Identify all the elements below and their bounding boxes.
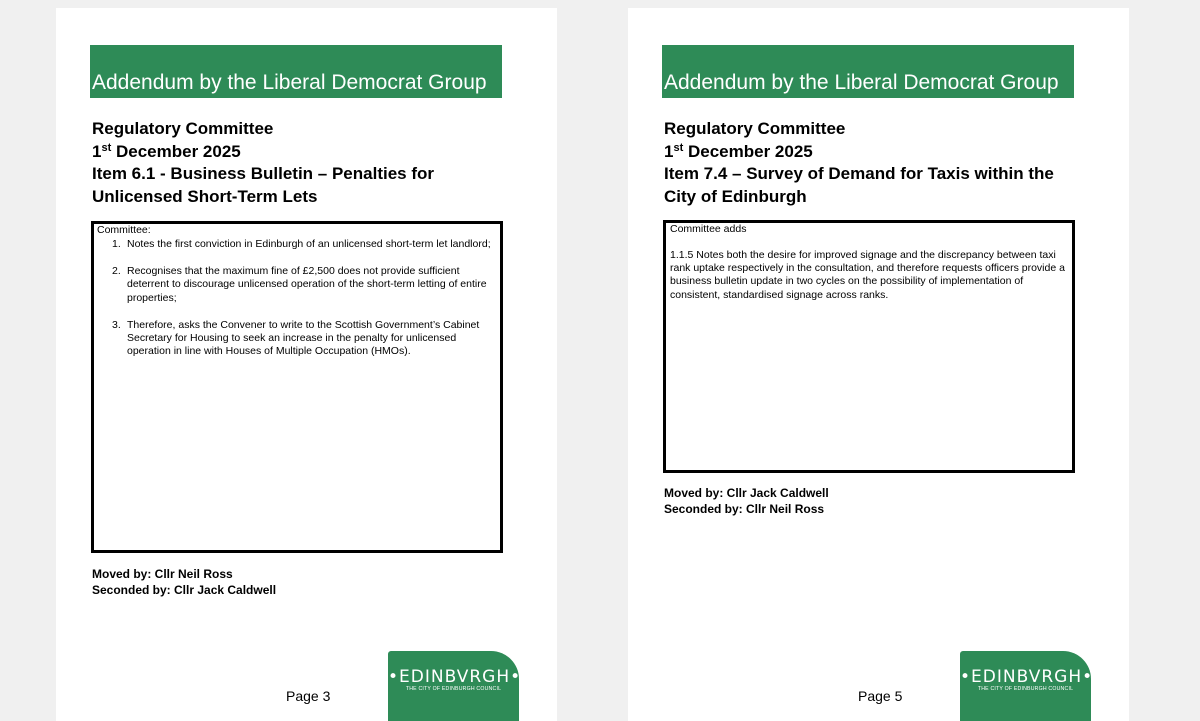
addendum-text-box <box>663 220 1075 473</box>
document-heading <box>664 118 1104 208</box>
logo-subtitle: THE CITY OF EDINBURGH COUNCIL <box>405 686 502 692</box>
box-intro: Committee adds <box>670 223 747 235</box>
addendum-paragraph: 1.1.5 Notes both the desire for improved signage and the discrepancy between taxi rank uptake respectively in the consultation, and therefore requests officers provide a business bulletin update in two cycles on the possibility of implementation of consistent, standardised signage across ranks. <box>670 249 1065 301</box>
addendum-text-box <box>91 221 503 553</box>
page-number: Page 5 <box>858 688 903 704</box>
committee-name: Regulatory Committee <box>92 119 274 138</box>
document-page-3 <box>56 8 557 721</box>
item-title-line-2: Unlicensed Short-Term Lets <box>92 186 318 206</box>
list-item: 2. Recognises that the maximum fine of £2,500 does not provide sufficient deterrent to discourage unlicensed operation of the short-term letting of entire properties; <box>112 265 487 304</box>
logo-subtitle: THE CITY OF EDINBURGH COUNCIL <box>977 686 1074 692</box>
logo-wordmark: •EDINBVRGH• <box>960 667 1094 687</box>
item-title-line-1: Item 7.4 – Survey of Demand for Taxis within the <box>664 164 1054 183</box>
header-banner <box>662 45 1074 98</box>
banner-title: Addendum by the Liberal Democrat Group <box>92 71 487 94</box>
item-title-line-2: City of Edinburgh <box>664 186 807 206</box>
item-title-line-1: Item 6.1 - Business Bulletin – Penalties for <box>92 164 434 183</box>
meeting-date: 1st December 2025 <box>92 141 241 161</box>
document-heading <box>92 118 532 208</box>
edinburgh-logo <box>960 651 1094 721</box>
header-banner <box>90 45 502 98</box>
seconded-by: Seconded by: Cllr Neil Ross <box>664 502 825 516</box>
moved-by: Moved by: Cllr Neil Ross <box>92 567 233 581</box>
seconded-by: Seconded by: Cllr Jack Caldwell <box>92 583 277 597</box>
list-item: 1. Notes the first conviction in Edinburgh of an unlicensed short-term let landlord; <box>112 238 491 250</box>
committee-name: Regulatory Committee <box>664 119 846 138</box>
movers-block <box>664 485 829 517</box>
document-page-5 <box>628 8 1129 721</box>
list-item: 3. Therefore, asks the Convener to write to the Scottish Government’s Cabinet Secretary for Housing to seek an increase in the penalty for unlicensed operation in line with Houses of Multiple Occupation (HMOs). <box>112 318 480 358</box>
resolution-list <box>94 238 494 372</box>
banner-title: Addendum by the Liberal Democrat Group <box>664 71 1059 94</box>
page-number: Page 3 <box>286 688 331 704</box>
meeting-date: 1st December 2025 <box>664 141 813 161</box>
box-intro: Committee: <box>97 224 151 236</box>
movers-block <box>92 566 276 598</box>
logo-wordmark: •EDINBVRGH• <box>388 667 522 687</box>
edinburgh-logo <box>388 651 522 721</box>
moved-by: Moved by: Cllr Jack Caldwell <box>664 486 829 500</box>
